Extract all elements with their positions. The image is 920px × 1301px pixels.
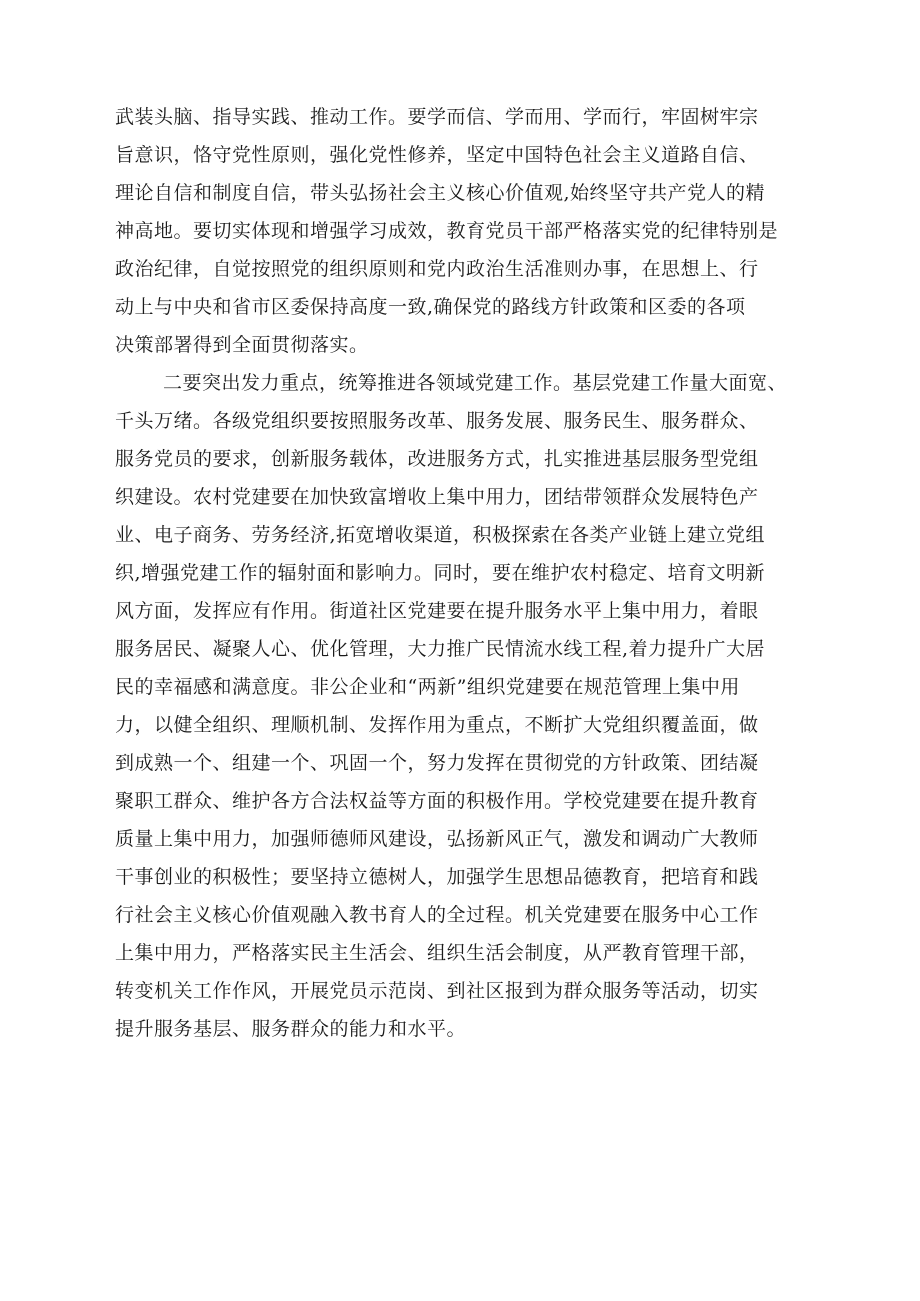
text-line: 行社会主义核心价值观融入教书育人的全过程。机关党建要在服务中心工作 [115,904,759,926]
paragraph-first-line: 二要突出发力重点，统筹推进各领域党建工作。基层党建工作量大面宽、 [163,372,788,394]
text-line: 力，以健全组织、理顺机制、发挥作用为重点，不断扩大党组织覆盖面，做 [115,714,759,736]
text-line: 民的幸福感和满意度。非公企业和“两新”组织党建要在规范管理上集中用 [115,676,740,698]
text-line: 到成熟一个、组建一个、巩固一个，努力发挥在贯彻党的方针政策、团结凝 [115,752,759,774]
text-line: 旨意识，恪守党性原则，强化党性修养，坚定中国特色社会主义道路自信、 [115,144,759,166]
text-line: 干事创业的积极性；要坚持立德树人，加强学生思想品德教育，把培育和践 [115,866,759,888]
text-line: 服务居民、凝聚人心、优化管理，大力推广民情流水线工程,着力提升广大居 [115,638,766,660]
text-line: 业、电子商务、劳务经济,拓宽增收渠道，积极探索在各类产业链上建立党组 [115,524,766,546]
text-line: 质量上集中用力，加强师德师风建设，弘扬新风正气，激发和调动广大教师 [115,828,759,850]
text-line: 神高地。要切实体现和增强学习成效，教育党员干部严格落实党的纪律特别是 [115,220,779,242]
text-line: 动上与中央和省市区委保持高度一致,确保党的路线方针政策和区委的各项 [115,296,746,318]
text-line: 风方面，发挥应有作用。街道社区党建要在提升服务水平上集中用力，着眼 [115,600,759,622]
text-line: 上集中用力，严格落实民主生活会、组织生活会制度，从严教育管理干部， [115,942,759,964]
text-line: 转变机关工作作风，开展党员示范岗、到社区报到为群众服务等活动，切实 [115,980,759,1002]
text-line: 武装头脑、指导实践、推动工作。要学而信、学而用、学而行，牢固树牢宗 [115,106,759,128]
text-line: 政治纪律，自觉按照党的组织原则和党内政治生活准则办事，在思想上、行 [115,258,759,280]
text-line: 千头万绪。各级党组织要按照服务改革、服务发展、服务民生、服务群众、 [115,410,759,432]
text-line: 理论自信和制度自信，带头弘扬社会主义核心价值观,始终坚守共产党人的精 [115,182,766,204]
text-line: 织,增强党建工作的辐射面和影响力。同时，要在维护农村稳定、培育文明新 [115,562,766,584]
text-line: 服务党员的要求，创新服务载体，改进服务方式，扎实推进基层服务型党组 [115,448,759,470]
text-line: 决策部署得到全面贯彻落实。 [115,334,369,356]
text-line: 聚职工群众、维护各方合法权益等方面的积极作用。学校党建要在提升教育 [115,790,759,812]
text-line: 提升服务基层、服务群众的能力和水平。 [115,1018,467,1040]
text-line: 织建设。农村党建要在加快致富增收上集中用力，团结带领群众发展特色产 [115,486,759,508]
